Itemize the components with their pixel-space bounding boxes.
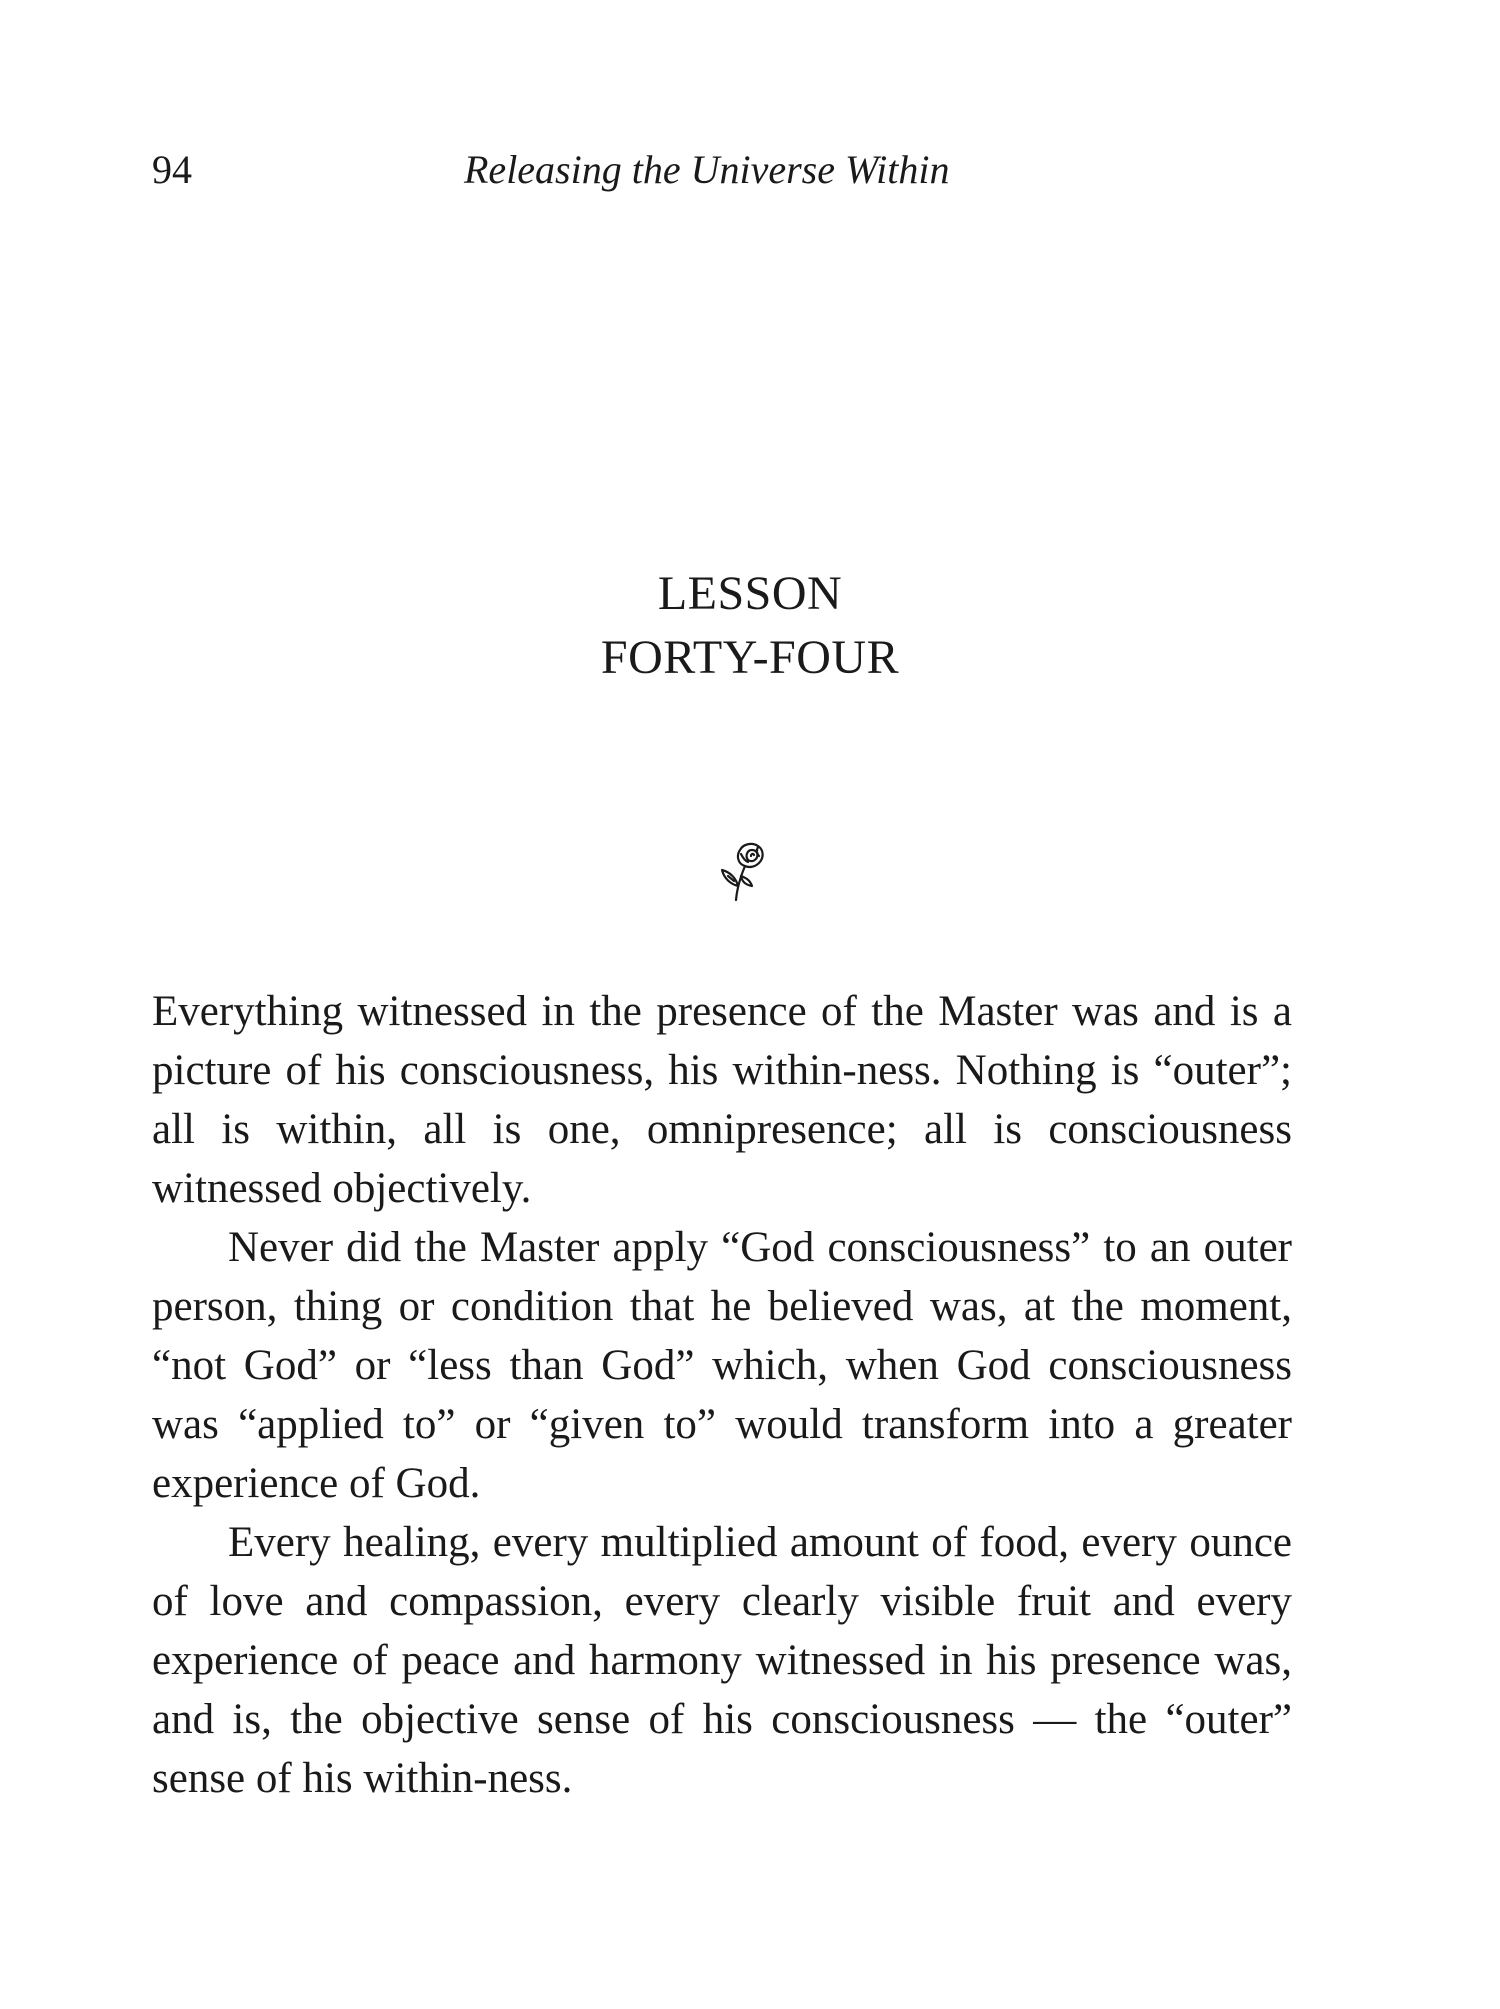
lesson-heading-line-2: FORTY-FOUR <box>600 631 900 684</box>
paragraph-3: Every healing, every multiplied amount of food, every ounce of love and compassion, every clearly visible fruit and every experience of peace and harmony witnessed in his presence was, and is, the objective sense of his consciousness — the “outer” sense of his within-ness. <box>152 1519 1292 1802</box>
running-title: Releasing the Universe Within <box>464 147 950 192</box>
lesson-heading-line-1: LESSON <box>657 567 843 620</box>
lesson-heading <box>0 562 1500 690</box>
running-head <box>152 140 1292 200</box>
page-number: 94 <box>152 147 192 192</box>
paragraph-1: Everything witnessed in the presence of the Master was and is a picture of his consciousness, his within-ness. Nothing is “outer”; all is within, all is one, omnipresence; all is consciousness witnessed objectively. <box>152 988 1292 1212</box>
rose-icon <box>712 836 768 904</box>
body-text <box>152 982 1292 1808</box>
paragraph-2: Never did the Master apply “God consciousness” to an outer person, thing or condition that he believed was, at the moment, “not God” or “less than God” which, when God consciousness was “applied to” or “given to” would transform into a greater experience of God. <box>152 1224 1292 1507</box>
